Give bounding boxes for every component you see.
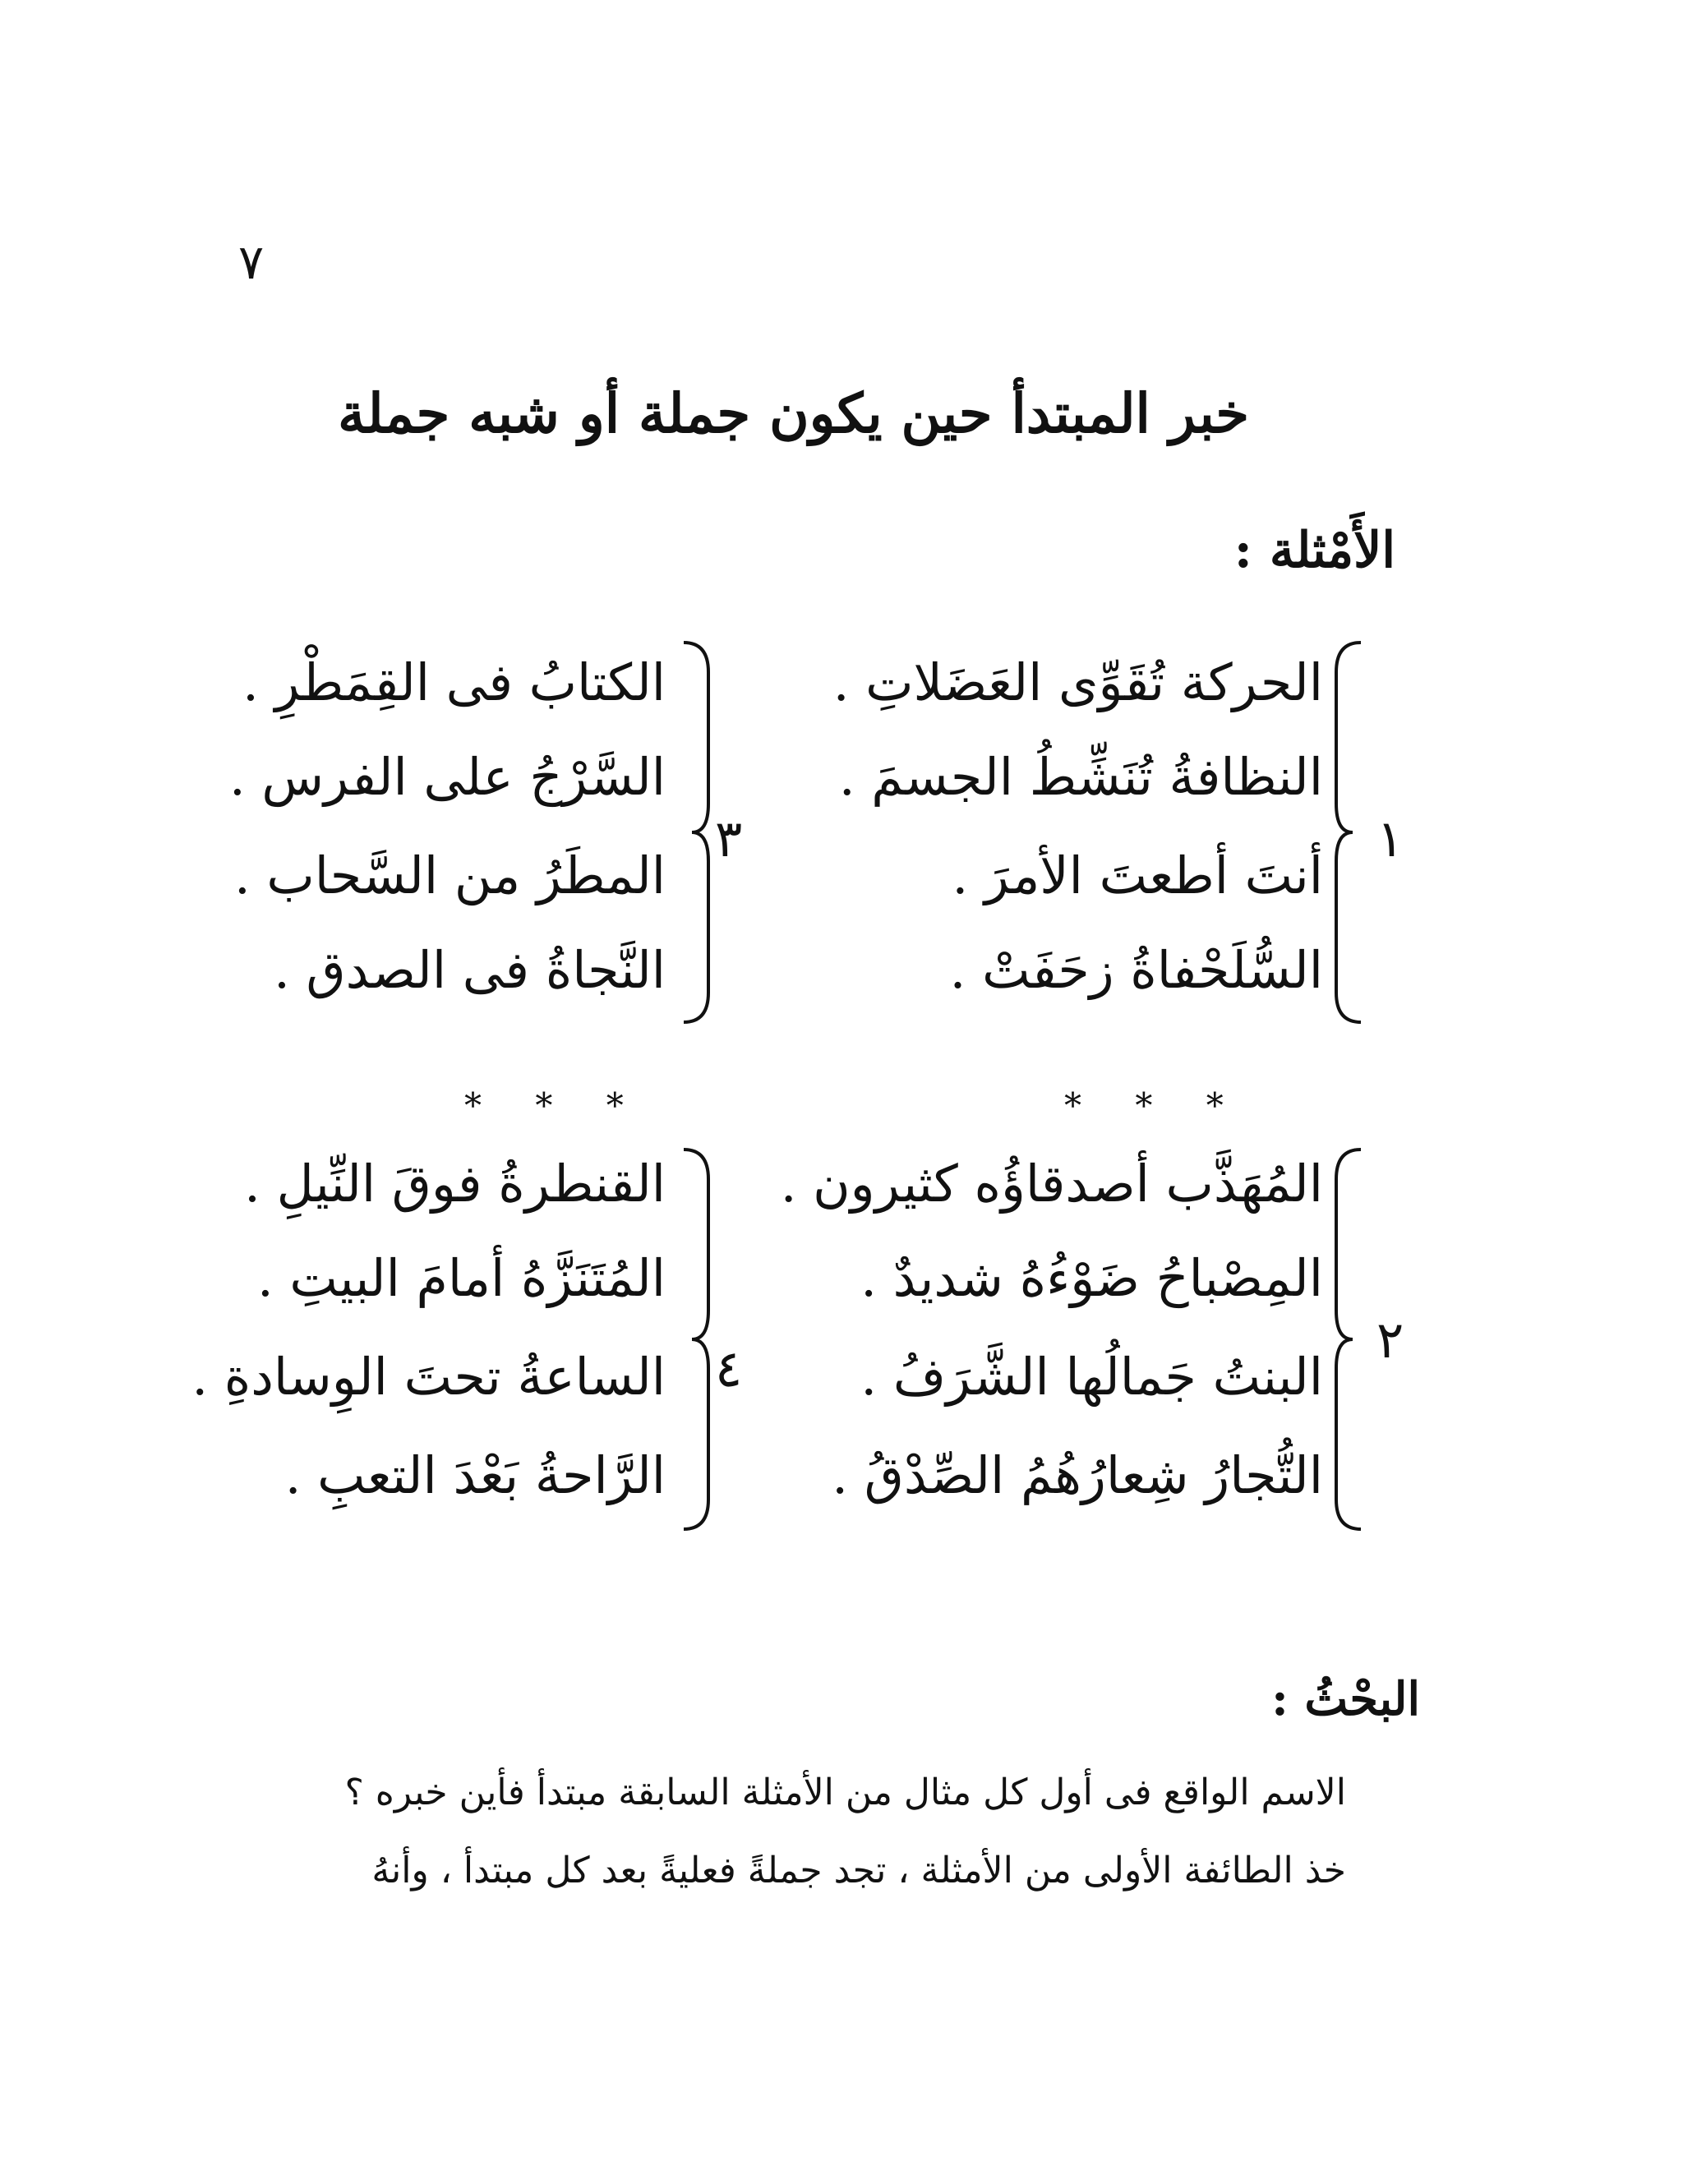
group-2-brace <box>1330 1146 1371 1532</box>
group-1-brace <box>1330 639 1371 1025</box>
separator-stars-left: * * * <box>464 1085 645 1126</box>
example-line: الساعةُ تحتَ الوِسادةِ . <box>191 1347 666 1407</box>
example-group-4 <box>191 1154 666 1520</box>
example-line: النظافةُ تُنَشِّطُ الجسمَ . <box>838 747 1323 807</box>
paragraph-line: الاسم الواقع فى أول كل مثال من الأمثلة السابقة مبتدأ فأين خبره ؟ <box>344 1772 1346 1813</box>
discussion-heading: البحْثُ : <box>1271 1672 1420 1726</box>
group-number-1: ١ <box>1376 809 1404 869</box>
example-line: أنتَ أطعتَ الأمرَ . <box>952 845 1323 905</box>
example-line: الرَّاحةُ بَعْدَ التعبِ . <box>284 1445 666 1505</box>
example-group-2 <box>780 1154 1323 1520</box>
example-line: المِصْباحُ ضَوْءُهُ شديدٌ . <box>860 1248 1323 1308</box>
example-line: القنطرةُ فوقَ النِّيلِ . <box>244 1154 666 1214</box>
group-number-2: ٢ <box>1376 1310 1404 1370</box>
page-number: ٧ <box>238 234 265 290</box>
example-line: المطَرُ من السَّحاب . <box>234 845 666 905</box>
separator-stars-right: * * * <box>1064 1085 1245 1126</box>
lesson-title: خبر المبتدأ حين يكون جملة أو شبه جملة <box>338 381 1249 445</box>
example-line: المُهَذَّب أصدقاؤُه كثيرون . <box>780 1154 1323 1214</box>
example-line: السَّرْجُ على الفرس . <box>228 747 666 807</box>
example-line: الحركة تُقَوِّى العَضَلاتِ . <box>832 652 1323 712</box>
paragraph-line: خذ الطائفة الأولى من الأمثلة ، تجد جملةً فعليةً بعد كل مبتدأ ، وأنهُ <box>371 1850 1346 1891</box>
example-group-3 <box>228 652 666 1019</box>
example-line: التُّجارُ شِعارُهُمُ الصِّدْقُ . <box>832 1445 1323 1505</box>
example-line: السُّلَحْفاةُ زحَفَتْ . <box>949 940 1323 1000</box>
examples-heading: الأَمْثلة : <box>1233 522 1395 579</box>
group-4-brace <box>674 1146 715 1532</box>
example-line: المُتَنَزَّهُ أمامَ البيتِ . <box>256 1248 666 1308</box>
example-line: النَّجاةُ فى الصدق . <box>274 940 666 1000</box>
example-line: البنتُ جَمالُها الشَّرَفُ . <box>860 1347 1323 1407</box>
example-group-1 <box>781 652 1323 1019</box>
group-number-3: ٣ <box>715 809 743 869</box>
group-number-4: ٤ <box>715 1339 743 1398</box>
example-line: الكتابُ فى القِمَطْرِ . <box>242 652 666 712</box>
group-3-brace <box>674 639 715 1025</box>
